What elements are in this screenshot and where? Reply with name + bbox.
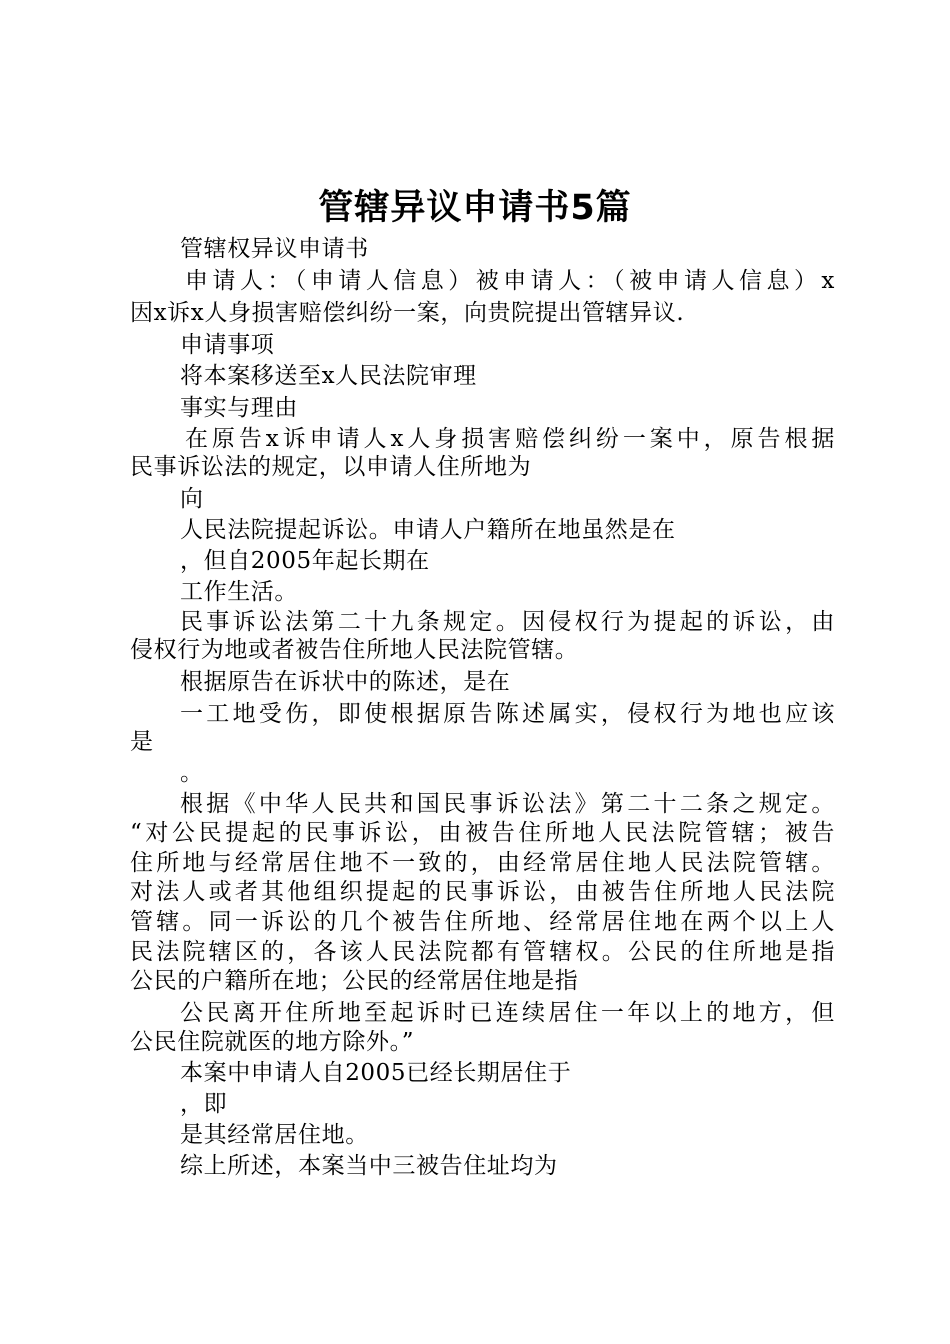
document-title: 管辖异议申请书5篇: [318, 188, 632, 228]
paragraph-line: 将本案移送至x人民法院审理: [180, 363, 477, 389]
paragraph-line: 一工地受伤，即使根据原告陈述属实，侵权行为地也应该: [180, 701, 835, 727]
paragraph-line: 管辖。同一诉讼的几个被告住所地、经常居住地在两个以上人: [130, 909, 835, 935]
paragraph-line: 在原告x诉申请人x人身损害赔偿纠纷一案中，原告根据: [185, 426, 835, 452]
paragraph-line: 公民的户籍所在地；公民的经常居住地是指: [130, 968, 579, 994]
paragraph-line: 根据《中华人民共和国民事诉讼法》第二十二条之规定。: [180, 791, 835, 817]
paragraph-line: 住所地与经常居住地不一致的，由经常居住地人民法院管辖。: [130, 850, 835, 876]
paragraph-line: 公民住院就医的地方除外。”: [130, 1029, 415, 1055]
paragraph-line: 因x诉x人身损害赔偿纠纷一案，向贵院提出管辖异议.: [130, 300, 685, 326]
paragraph-line: 对法人或者其他组织提起的民事诉讼，由被告住所地人民法院: [130, 879, 835, 905]
paragraph-line: 事实与理由: [180, 395, 298, 421]
paragraph-line: “对公民提起的民事诉讼，由被告住所地人民法院管辖；被告: [130, 820, 835, 846]
paragraph-line: ，即: [180, 1091, 228, 1117]
paragraph-line: 向: [180, 486, 204, 512]
paragraph-line: 工作生活。: [180, 579, 298, 605]
paragraph-line: 。: [180, 760, 204, 786]
paragraph-line: 综上所述，本案当中三被告住址均为: [180, 1153, 558, 1179]
paragraph-line: 本案中申请人自2005已经长期居住于: [180, 1060, 572, 1086]
paragraph-line: ，但自2005年起长期在: [180, 548, 430, 574]
paragraph-line: 人民法院提起诉讼。申请人户籍所在地虽然是在: [180, 517, 676, 543]
paragraph-line: 是其经常居住地。: [180, 1122, 369, 1148]
paragraph-line: 是: [130, 729, 154, 755]
paragraph-line: 民事诉讼法的规定，以申请人住所地为: [130, 454, 532, 480]
paragraph-line: 管辖权异议申请书: [180, 236, 369, 262]
paragraph-line: 根据原告在诉状中的陈述，是在: [180, 669, 511, 695]
paragraph-line: 侵权行为地或者被告住所地人民法院管辖。: [130, 637, 579, 663]
paragraph-line: 民事诉讼法第二十九条规定。因侵权行为提起的诉讼，由: [180, 609, 835, 635]
paragraph-line: 申请人：（申请人信息）被申请人：（被申请人信息）x: [185, 268, 835, 294]
paragraph-line: 公民离开住所地至起诉时已连续居住一年以上的地方，但: [180, 1000, 835, 1026]
paragraph-line: 民法院辖区的，各该人民法院都有管辖权。公民的住所地是指: [130, 939, 835, 965]
paragraph-line: 申请事项: [180, 332, 275, 358]
